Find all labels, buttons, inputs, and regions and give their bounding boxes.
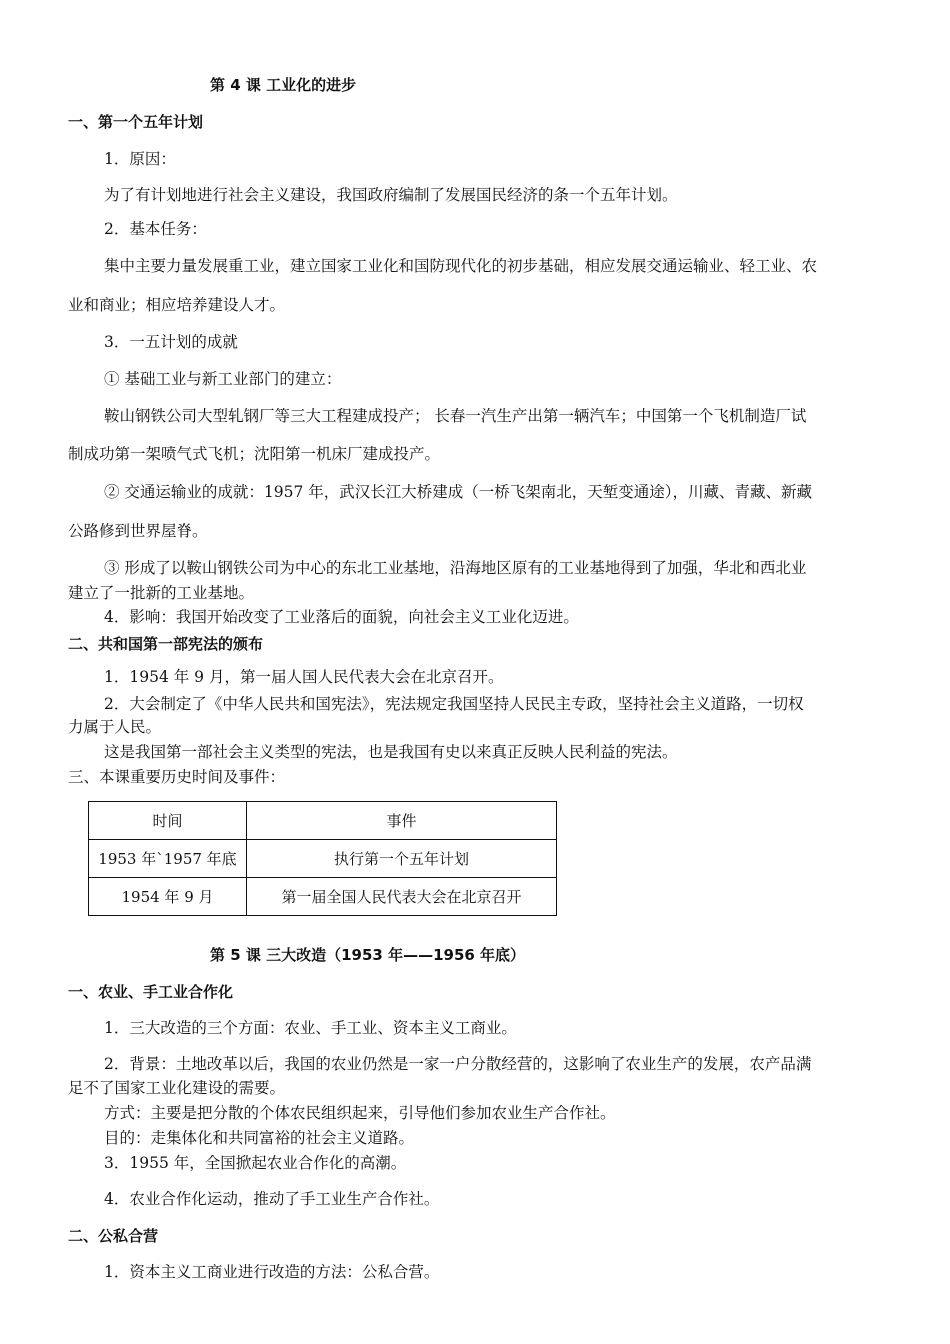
constitution-p3: 这是我国第一部社会主义类型的宪法，也是我国有史以来真正反映人民利益的宪法。	[104, 743, 678, 761]
events-table	[88, 801, 557, 916]
cause-label: 1．原因：	[104, 150, 176, 168]
reform-p2-line1: 2．背景：土地改革以后，我国的农业仍然是一家一户分散经营的，这影响了农业生产的发展，农产品满	[104, 1055, 812, 1073]
table-row	[89, 840, 557, 878]
constitution-p2-line2: 力属于人民。	[68, 718, 162, 736]
lesson4-section1-heading: 一、第一个五年计划	[68, 113, 204, 131]
table-cell-event: 第一届全国人民代表大会在北京召开	[247, 878, 557, 916]
achieve2-line2: 公路修到世界屋脊。	[68, 522, 208, 540]
reform-goal: 目的：走集体化和共同富裕的社会主义道路。	[104, 1129, 415, 1147]
constitution-p1: 1．1954 年 9 月，第一届人国人民代表大会在北京召开。	[104, 668, 504, 686]
task-label: 2．基本任务：	[104, 220, 207, 238]
table-row	[89, 878, 557, 916]
table-header-time: 时间	[89, 802, 247, 840]
table-cell-event: 执行第一个五年计划	[247, 840, 557, 878]
reform-p3: 3．1955 年，全国掀起农业合作化的高潮。	[104, 1154, 407, 1172]
lesson4-section3-heading: 三、本课重要历史时间及事件：	[68, 768, 286, 786]
lesson5-section2-heading: 二、公私合营	[68, 1227, 159, 1245]
task-text-line1: 集中主要力量发展重工业，建立国家工业化和国防现代化的初步基础，相应发展交通运输业、轻工业、农	[104, 257, 818, 275]
achieve3-line1: ③ 形成了以鞍山钢铁公司为中心的东北工业基地，沿海地区原有的工业基地得到了加强，华北和西北业	[104, 559, 807, 577]
table-cell-time: 1953 年`1957 年底	[89, 840, 247, 878]
constitution-p2-line1: 2．大会制定了《中华人民共和国宪法》，宪法规定我国坚持人民民主专政，坚持社会主义道路，一切权	[104, 695, 804, 713]
achieve3-line2: 建立了一批新的工业基地。	[68, 584, 255, 602]
achieve-label: 3．一五计划的成就	[104, 333, 238, 351]
lesson4-title: 第 4 课 工业化的进步	[210, 76, 357, 94]
table-header-row	[89, 802, 557, 840]
lesson5-section1-heading: 一、农业、手工业合作化	[68, 983, 234, 1001]
table-cell-time: 1954 年 9 月	[89, 878, 247, 916]
lesson4-section2-heading: 二、共和国第一部宪法的颁布	[68, 635, 264, 653]
jointventure-p1: 1．资本主义工商业进行改造的方法：公私合营。	[104, 1263, 440, 1281]
achieve1-line2: 制成功第一架喷气式飞机；沈阳第一机床厂建成投产。	[68, 445, 441, 463]
task-text-line2: 业和商业；相应培养建设人才。	[68, 296, 286, 314]
reform-method: 方式：主要是把分散的个体农民组织起来，引导他们参加农业生产合作社。	[104, 1104, 616, 1122]
achieve1-line1: 鞍山钢铁公司大型轧钢厂等三大工程建成投产； 长春一汽生产出第一辆汽车；中国第一个飞机制造厂试	[104, 407, 807, 425]
cause-text: 为了有计划地进行社会主义建设，我国政府编制了发展国民经济的条一个五年计划。	[104, 186, 678, 204]
impact-text: 4．影响：我国开始改变了工业落后的面貌，向社会主义工业化迈进。	[104, 608, 579, 626]
achieve1-label: ① 基础工业与新工业部门的建立：	[104, 370, 342, 388]
table-header-event: 事件	[247, 802, 557, 840]
lesson5-title: 第 5 课 三大改造（1953 年——1956 年底）	[210, 946, 526, 964]
reform-p2-line2: 足不了国家工业化建设的需要。	[68, 1079, 286, 1097]
reform-p1: 1．三大改造的三个方面：农业、手工业、资本主义工商业。	[104, 1019, 517, 1037]
achieve2-line1: ② 交通运输业的成就：1957 年，武汉长江大桥建成（一桥飞架南北，天堑变通途），川藏、青藏、新藏	[104, 483, 813, 501]
reform-p4: 4．农业合作化运动，推动了手工业生产合作社。	[104, 1190, 440, 1208]
